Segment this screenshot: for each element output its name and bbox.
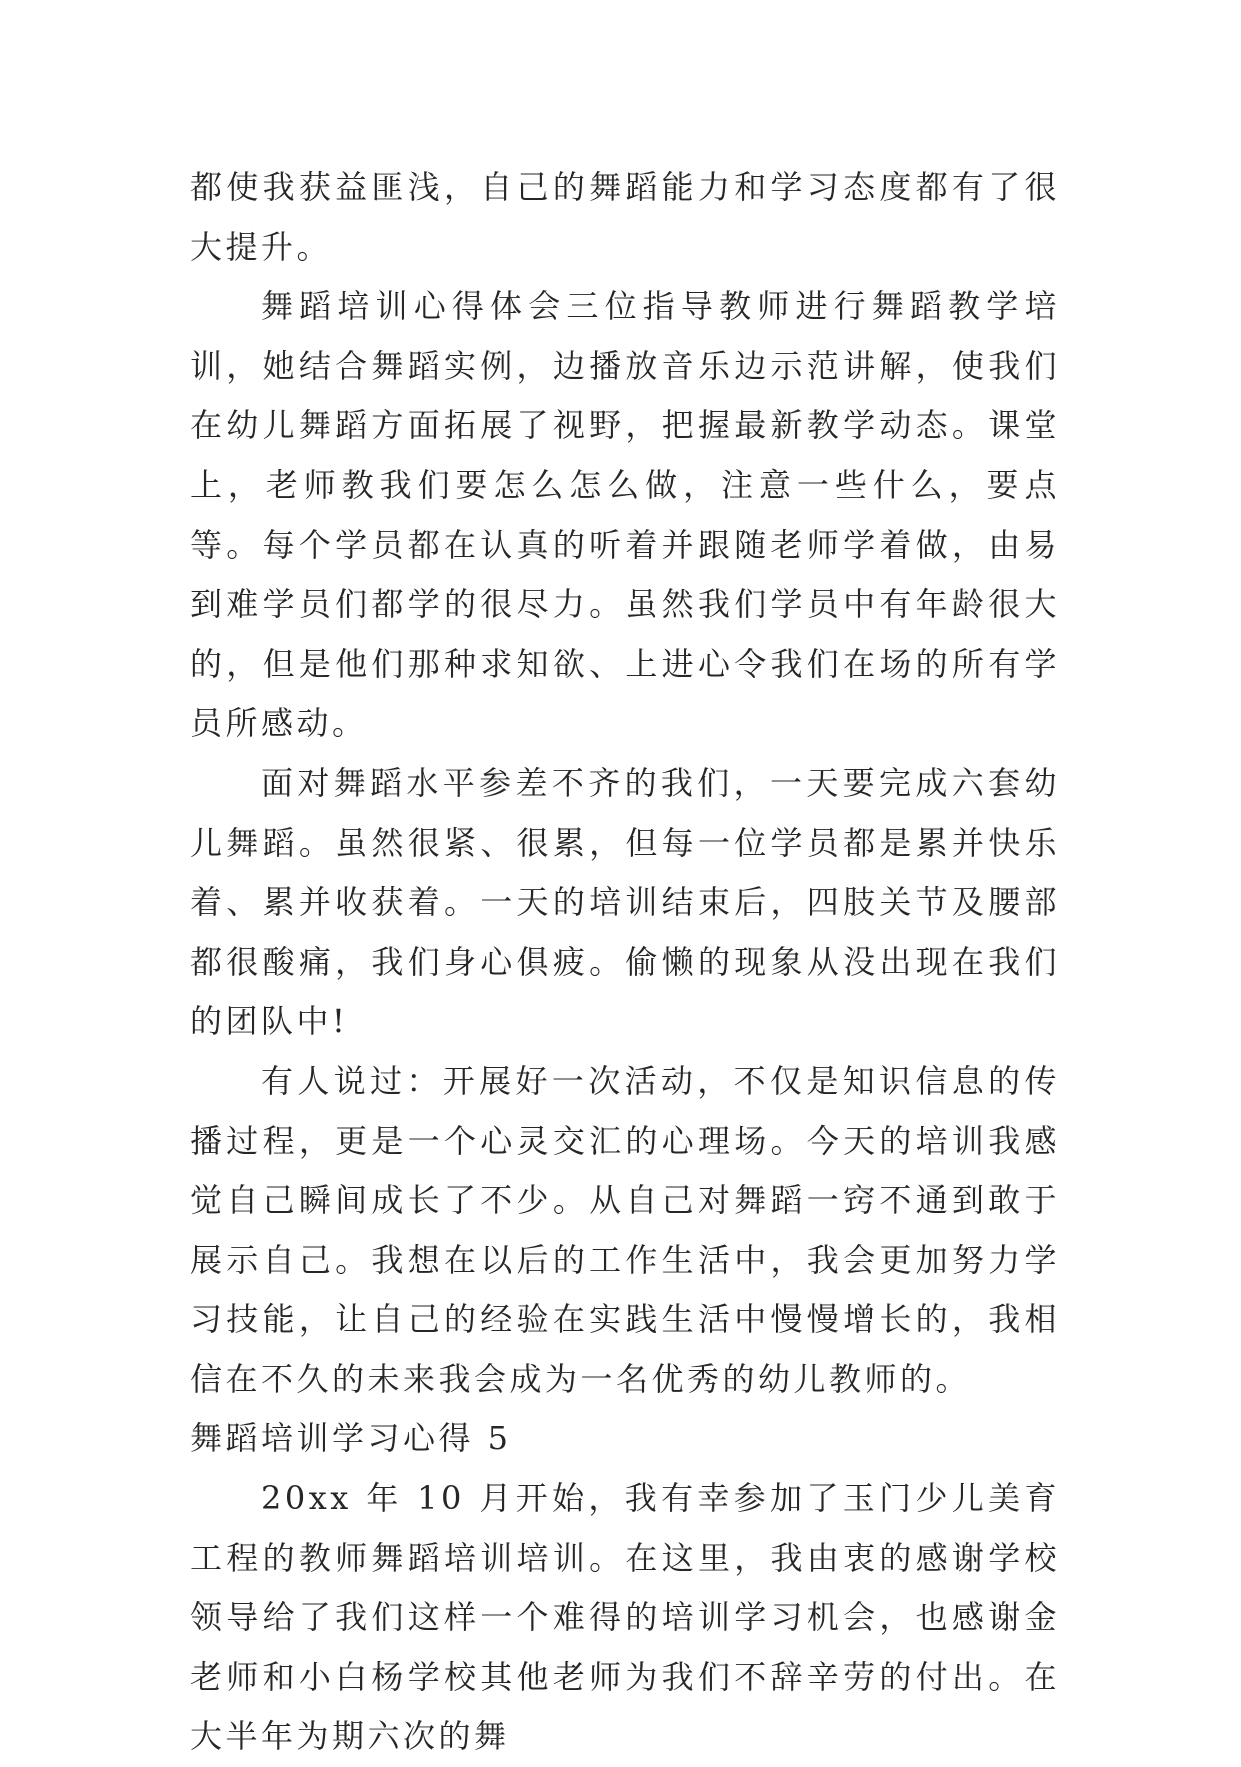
document-body [190,158,1060,1767]
section-heading: 舞蹈培训学习心得 5 [190,1419,512,1458]
paragraph-dance-training-experience: 舞蹈培训心得体会三位指导教师进行舞蹈教学培训，她结合舞蹈实例，边播放音乐边示范讲解，使我们在幼儿舞蹈方面拓展了视野，把握最新教学动态。课堂上，老师教我们要怎么怎么做，注意一些什么，要点等。每个学员都在认真的听着并跟随老师学着做，由易到难学员们都学的很尽力。虽然我们学员中有年龄很大的，但是他们那种求知欲、上进心令我们在场的所有学员所感动。 [190,287,1060,743]
paragraph-uneven-levels: 面对舞蹈水平参差不齐的我们，一天要完成六套幼儿舞蹈。虽然很紧、很累，但每一位学员都是累并快乐着、累并收获着。一天的培训结束后，四肢关节及腰部都很酸痛，我们身心俱疲。偷懒的现象从没出现在我们的团队中! [190,763,1060,1041]
paragraph-continued: 都使我获益匪浅，自己的舞蹈能力和学习态度都有了很大提升。 [190,168,1060,266]
paragraph-section-5-intro: 20xx 年 10 月开始，我有幸参加了玉门少儿美育工程的教师舞蹈培训培训。在这里，我由衷的感谢学校领导给了我们这样一个难得的培训学习机会，也感谢金老师和小白杨学校其他老师为我们不辞辛劳的付出。在大半年为期六次的舞 [190,1479,1060,1756]
paragraph-someone-said: 有人说过：开展好一次活动，不仅是知识信息的传播过程，更是一个心灵交汇的心理场。今天的培训我感觉自己瞬间成长了不少。从自己对舞蹈一窍不通到敢于展示自己。我想在以后的工作生活中，我会更加努力学习技能，让自己的经验在实践生活中慢慢增长的，我相信在不久的未来我会成为一名优秀的幼儿教师的。 [190,1061,1060,1398]
